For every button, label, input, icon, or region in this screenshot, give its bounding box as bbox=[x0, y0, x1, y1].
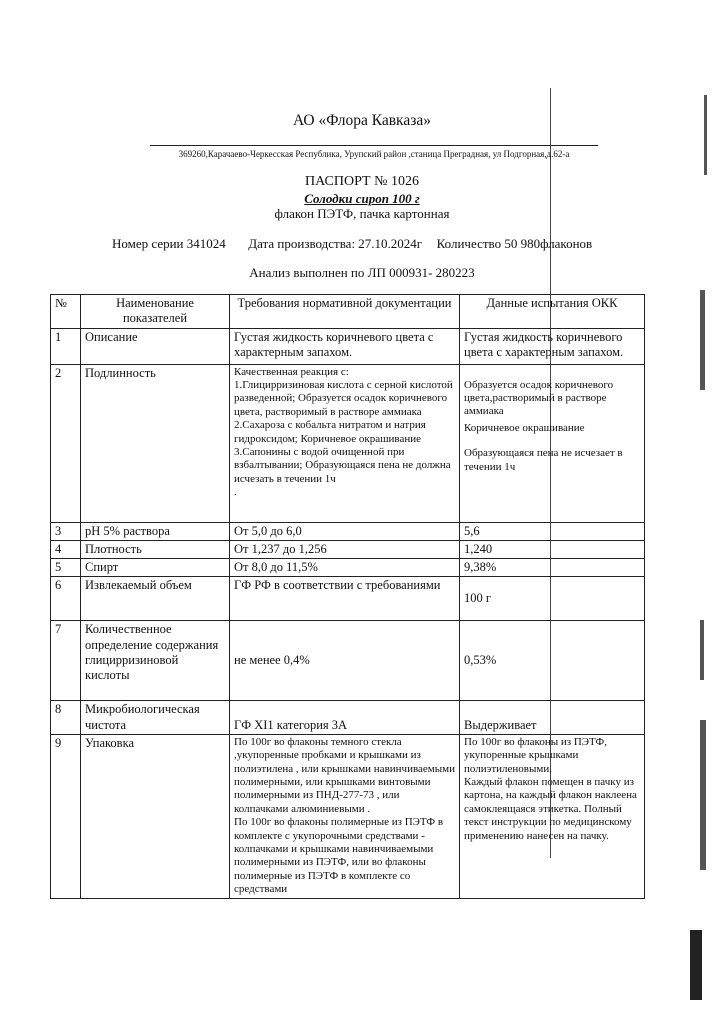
requirement-item: По 100г во флаконы темного стекла ,укупоренные пробками и крышками из полиэтилена , или крышками навинчиваемыми полимерными, или крышками винтовыми полимерными из ПНД-277-73 , или колпачками алюминиевыми . bbox=[234, 735, 455, 815]
scan-edge-mark bbox=[704, 95, 707, 175]
product-name: Солодки сироп 100 г bbox=[304, 191, 420, 206]
row-num: 1 bbox=[51, 328, 81, 364]
row-name: pH 5% раствора bbox=[81, 522, 230, 540]
quantity: Количество 50 980флаконов bbox=[436, 236, 593, 251]
passport-table bbox=[50, 294, 645, 899]
row-num: 7 bbox=[51, 621, 81, 701]
row-num: 6 bbox=[51, 577, 81, 621]
row-name: Плотность bbox=[81, 540, 230, 558]
result-item: Коричневое окрашивание bbox=[464, 421, 585, 434]
row-num: 5 bbox=[51, 559, 81, 577]
row-requirement: ГФ РФ в соответствии с требованиями bbox=[230, 577, 460, 621]
result-item: Образуется осадок коричневого цвета,растворимый в растворе аммиака bbox=[464, 378, 614, 418]
row-name: Количественное определение содержания глицирризиновой кислоты bbox=[81, 621, 230, 701]
requirement-item: 1.Глицирризиновая кислота с серной кислотой разведенной; Образуется осадок коричневого цвета, растворимый в растворе аммиака bbox=[234, 378, 453, 418]
passport-number: ПАСПОРТ № 1026 bbox=[305, 174, 419, 189]
table-header-row bbox=[51, 295, 645, 329]
table-row bbox=[51, 577, 645, 621]
row-result: 0,53% bbox=[460, 621, 645, 701]
row-result bbox=[460, 364, 645, 522]
row-name: Подлинность bbox=[81, 364, 230, 522]
package-type: флакон ПЭТФ, пачка картонная bbox=[274, 206, 450, 221]
header-name: Наименование показателей bbox=[81, 295, 230, 329]
scan-edge-mark bbox=[700, 620, 704, 680]
batch-info bbox=[112, 236, 592, 252]
row-result: 100 г bbox=[460, 577, 645, 621]
header-num: № bbox=[51, 295, 81, 329]
row-name: Микробиологическая чистота bbox=[81, 701, 230, 735]
row-result: Густая жидкость коричневого цвета с характерным запахом. bbox=[460, 328, 645, 364]
row-requirement: Густая жидкость коричневого цвета с характерным запахом. bbox=[230, 328, 460, 364]
row-num: 8 bbox=[51, 701, 81, 735]
series-number: Номер серии 341024 bbox=[112, 236, 226, 251]
row-requirement: не менее 0,4% bbox=[230, 621, 460, 701]
row-num: 9 bbox=[51, 734, 81, 898]
row-name: Спирт bbox=[81, 559, 230, 577]
header-divider bbox=[150, 145, 598, 146]
row-result: 5,6 bbox=[460, 522, 645, 540]
requirement-item: 3.Сапонины с водой очищенной при взбалтывании; Образующаяся пена не должна исчезать в течении 1ч bbox=[234, 445, 451, 485]
production-date: Дата производства: 27.10.2024г bbox=[248, 236, 423, 251]
table-row bbox=[51, 522, 645, 540]
table-row bbox=[51, 559, 645, 577]
table-row bbox=[51, 621, 645, 701]
table-row bbox=[51, 328, 645, 364]
header-okk: Данные испытания ОКК bbox=[460, 295, 645, 329]
analysis-reference: Анализ выполнен по ЛП 000931- 280223 bbox=[249, 265, 475, 280]
requirement-item: 2.Сахароза с кобальта нитратом и натрия гидроксидом; Коричневое окрашивание bbox=[234, 419, 426, 445]
header-requirements: Требования нормативной документации bbox=[230, 295, 460, 329]
scan-edge-mark bbox=[690, 930, 702, 1000]
row-num: 2 bbox=[51, 364, 81, 522]
scan-edge-mark bbox=[700, 290, 705, 390]
row-result: Выдерживает bbox=[460, 701, 645, 735]
result-item: Образующаяся пена не исчезает в течении 1ч bbox=[464, 447, 623, 473]
result-item: По 100г во флаконы из ПЭТФ, укупоренные крышками полиэтиленовыми. bbox=[464, 735, 607, 775]
row-requirement: От 1,237 до 1,256 bbox=[230, 540, 460, 558]
company-address: 369260,Карачаево-Черкесская Республика, Урупский район ,станица Преградная, ул Подгорная,д.62-а bbox=[178, 149, 570, 159]
row-requirement: От 8,0 до 11,5% bbox=[230, 559, 460, 577]
row-result bbox=[460, 734, 645, 898]
row-name: Описание bbox=[81, 328, 230, 364]
row-name: Извлекаемый объем bbox=[81, 577, 230, 621]
result-item: Каждый флакон помещен в пачку из картона, на каждый флакон наклеена самоклеящаяся этикетка. Полный текст инструкции по медицинскому применению нанесен на пачку. bbox=[464, 775, 637, 842]
requirement-intro: Качественная реакция с: bbox=[234, 365, 349, 378]
row-result: 9,38% bbox=[460, 559, 645, 577]
table-row bbox=[51, 734, 645, 898]
row-name: Упаковка bbox=[81, 734, 230, 898]
row-requirement: ГФ XI1 категория 3А bbox=[230, 701, 460, 735]
row-result: 1,240 bbox=[460, 540, 645, 558]
row-num: 4 bbox=[51, 540, 81, 558]
row-requirement: От 5,0 до 6,0 bbox=[230, 522, 460, 540]
row-num: 3 bbox=[51, 522, 81, 540]
requirement-item: По 100г во флаконы полимерные из ПЭТФ в комплекте с укупорочными средствами - колпачками и крышками навинчиваемыми полимерными из ПЭТФ, или во флаконы полимерные из ПЭТФ в комплекте со средствами bbox=[234, 816, 444, 896]
table-row bbox=[51, 540, 645, 558]
requirement-dot: . bbox=[234, 486, 237, 499]
scan-edge-mark bbox=[700, 720, 706, 870]
table-row bbox=[51, 701, 645, 735]
company-name: АО «Флора Кавказа» bbox=[293, 112, 431, 129]
row-requirement bbox=[230, 364, 460, 522]
row-requirement bbox=[230, 734, 460, 898]
table-row bbox=[51, 364, 645, 522]
